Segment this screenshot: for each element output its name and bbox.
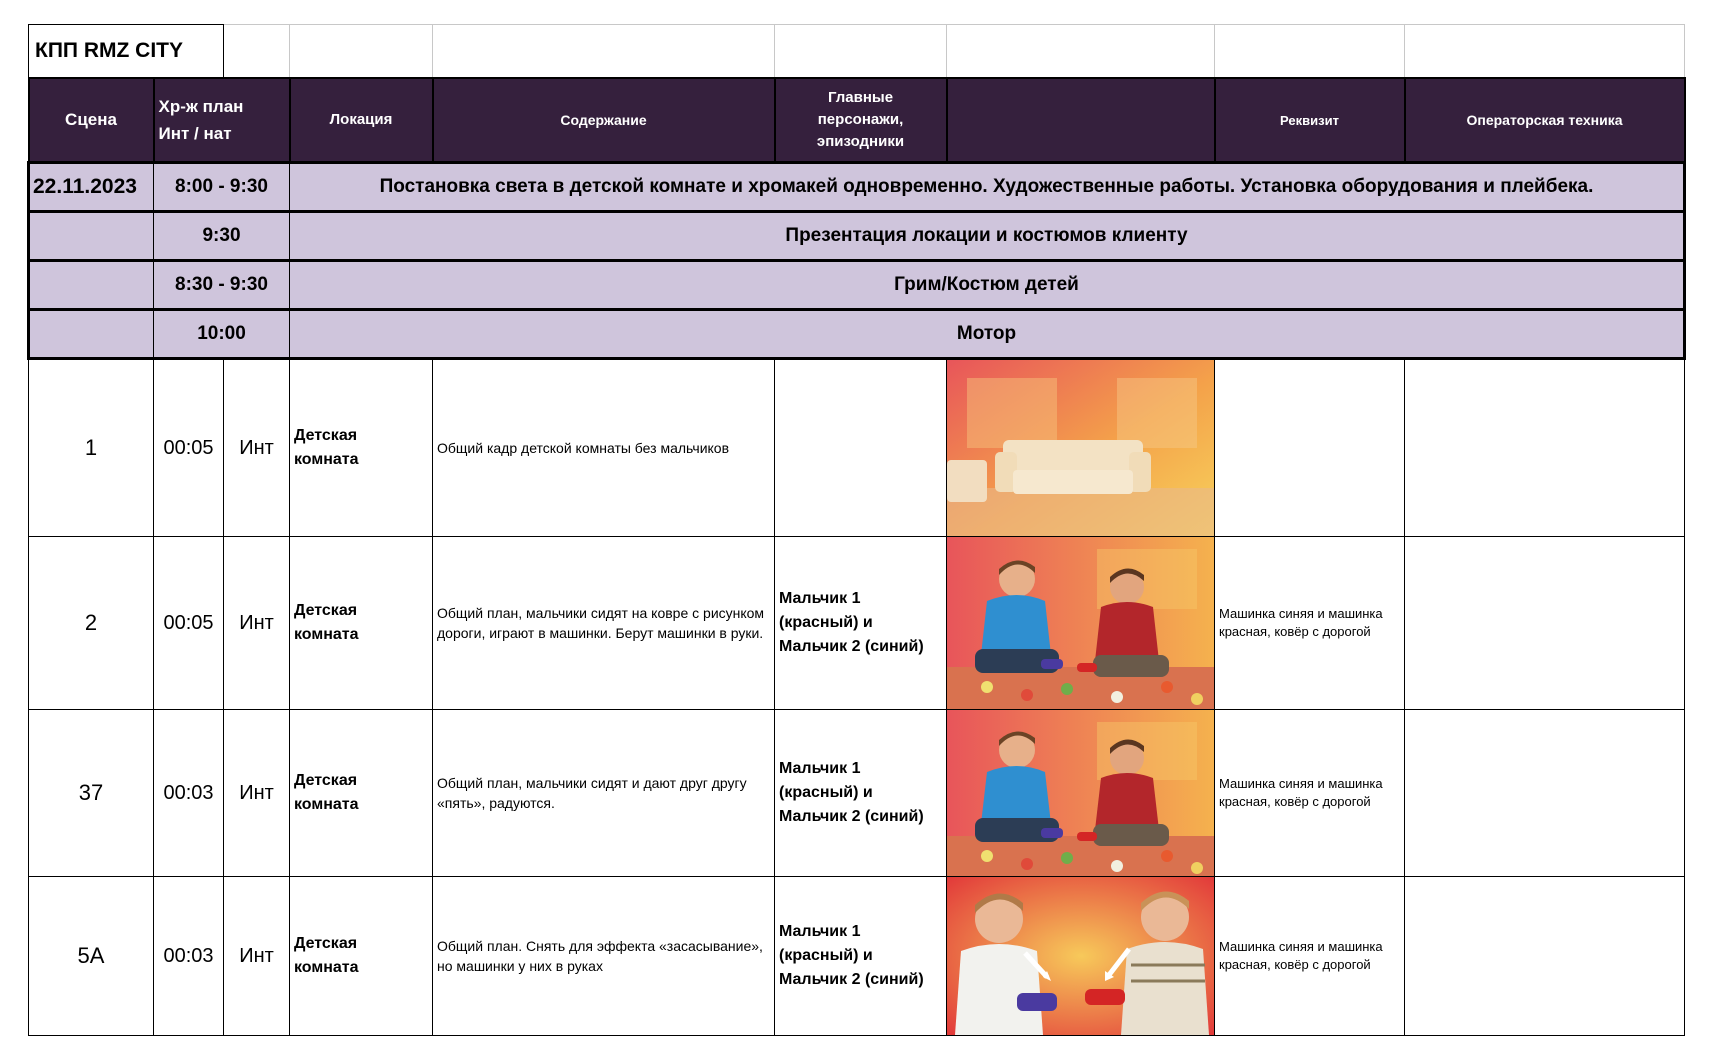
scene-location-line2: комната xyxy=(294,451,359,468)
empty-cell[interactable] xyxy=(775,25,947,79)
scene-characters-line2: (красный) и xyxy=(779,614,873,631)
empty-cell[interactable] xyxy=(224,25,290,79)
empty-cell[interactable] xyxy=(290,25,433,79)
header-content: Содержание xyxy=(433,78,775,163)
scene-location-line2: комната xyxy=(294,626,359,643)
header-reference xyxy=(947,78,1215,163)
scene-characters xyxy=(775,710,947,877)
schedule-text: Мотор xyxy=(290,310,1685,359)
empty-cell xyxy=(29,261,154,310)
scene-duration: 00:05 xyxy=(154,359,224,537)
header-characters-line1: Главные xyxy=(827,89,894,106)
empty-cell[interactable] xyxy=(1405,25,1685,79)
scene-location-line1: Детская xyxy=(294,935,358,952)
schedule-text: Грим/Костюм детей xyxy=(290,261,1685,310)
boys-playing-cars-image xyxy=(947,537,1215,709)
scene-characters-line2: (красный) и xyxy=(779,784,873,801)
scene-row xyxy=(29,710,1685,877)
schedule-time: 10:00 xyxy=(154,310,290,359)
scene-props xyxy=(1215,359,1405,537)
scene-location xyxy=(290,537,433,710)
scene-duration: 00:03 xyxy=(154,877,224,1036)
empty-cell[interactable] xyxy=(1215,25,1405,79)
scene-location-line2: комната xyxy=(294,959,359,976)
title-row xyxy=(29,25,1685,79)
scene-characters-line1: Мальчик 1 xyxy=(779,760,861,777)
scene-row xyxy=(29,537,1685,710)
header-plan xyxy=(154,78,290,163)
scene-content: Общий кадр детской комнаты без мальчиков xyxy=(433,359,775,537)
scene-location-line1: Детская xyxy=(294,772,358,789)
empty-room-sofa-image xyxy=(947,360,1215,536)
scene-characters-line1: Мальчик 1 xyxy=(779,923,861,940)
scene-characters xyxy=(775,537,947,710)
header-plan-line2: Инт / нат xyxy=(158,124,232,143)
header-row xyxy=(29,78,1685,163)
scene-content: Общий план. Снять для эффекта «засасывание», но машинки у них в руках xyxy=(433,877,775,1036)
scene-type: Инт xyxy=(224,359,290,537)
scene-number: 5А xyxy=(29,877,154,1036)
scene-characters xyxy=(775,877,947,1036)
scene-props: Машинка синяя и машинка красная, ковёр с дорогой xyxy=(1215,710,1405,877)
schedule-time: 8:00 - 9:30 xyxy=(154,163,290,212)
scene-characters-line3: Мальчик 2 (синий) xyxy=(779,638,924,655)
scene-duration: 00:05 xyxy=(154,537,224,710)
scene-location-line2: комната xyxy=(294,796,359,813)
schedule-row xyxy=(29,163,1685,212)
schedule-time: 8:30 - 9:30 xyxy=(154,261,290,310)
boys-holding-cars-image xyxy=(947,877,1215,1035)
header-camera: Операторская техника xyxy=(1405,78,1685,163)
scene-content: Общий план, мальчики сидят и дают друг другу «пять», радуются. xyxy=(433,710,775,877)
scene-number: 37 xyxy=(29,710,154,877)
schedule-row xyxy=(29,261,1685,310)
schedule-text: Презентация локации и костюмов клиенту xyxy=(290,212,1685,261)
scene-location-line1: Детская xyxy=(294,602,358,619)
scene-reference-image xyxy=(947,710,1215,877)
header-scene: Сцена xyxy=(29,78,154,163)
sheet-title: КПП RMZ CITY xyxy=(29,25,224,79)
scene-content: Общий план, мальчики сидят на ковре с рисунком дороги, играют в машинки. Берут машинки в руки. xyxy=(433,537,775,710)
shooting-schedule-sheet xyxy=(27,24,1683,1036)
scene-props: Машинка синяя и машинка красная, ковёр с дорогой xyxy=(1215,537,1405,710)
schedule-table xyxy=(27,24,1686,1036)
scene-duration: 00:03 xyxy=(154,710,224,877)
header-location: Локация xyxy=(290,78,433,163)
header-characters xyxy=(775,78,947,163)
boys-playing-cars-image xyxy=(947,710,1215,876)
empty-cell[interactable] xyxy=(433,25,775,79)
scene-characters-line3: Мальчик 2 (синий) xyxy=(779,808,924,825)
scene-location xyxy=(290,877,433,1036)
scene-row xyxy=(29,877,1685,1036)
scene-camera xyxy=(1405,537,1685,710)
scene-props: Машинка синяя и машинка красная, ковёр с дорогой xyxy=(1215,877,1405,1036)
scene-camera xyxy=(1405,877,1685,1036)
scene-reference-image xyxy=(947,537,1215,710)
empty-cell[interactable] xyxy=(947,25,1215,79)
scene-reference-image xyxy=(947,359,1215,537)
scene-characters-line3: Мальчик 2 (синий) xyxy=(779,971,924,988)
scene-camera xyxy=(1405,359,1685,537)
header-characters-line2: персонажи, xyxy=(817,111,904,128)
header-plan-line1: Хр-ж план xyxy=(158,97,244,116)
empty-cell xyxy=(29,310,154,359)
schedule-row xyxy=(29,310,1685,359)
scene-reference-image xyxy=(947,877,1215,1036)
schedule-date: 22.11.2023 xyxy=(29,163,154,212)
schedule-time: 9:30 xyxy=(154,212,290,261)
scene-characters-line1: Мальчик 1 xyxy=(779,590,861,607)
scene-type: Инт xyxy=(224,710,290,877)
scene-location xyxy=(290,710,433,877)
schedule-text: Постановка света в детской комнате и хромакей одновременно. Художественные работы. Установка оборудования и плейбека. xyxy=(290,163,1685,212)
scene-location-line1: Детская xyxy=(294,427,358,444)
scene-type: Инт xyxy=(224,877,290,1036)
schedule-row xyxy=(29,212,1685,261)
scene-row xyxy=(29,359,1685,537)
scene-characters xyxy=(775,359,947,537)
scene-location xyxy=(290,359,433,537)
scene-number: 2 xyxy=(29,537,154,710)
scene-camera xyxy=(1405,710,1685,877)
header-characters-line3: эпизодники xyxy=(816,133,905,150)
scene-type: Инт xyxy=(224,537,290,710)
empty-cell xyxy=(29,212,154,261)
scene-number: 1 xyxy=(29,359,154,537)
header-props: Реквизит xyxy=(1215,78,1405,163)
scene-characters-line2: (красный) и xyxy=(779,947,873,964)
